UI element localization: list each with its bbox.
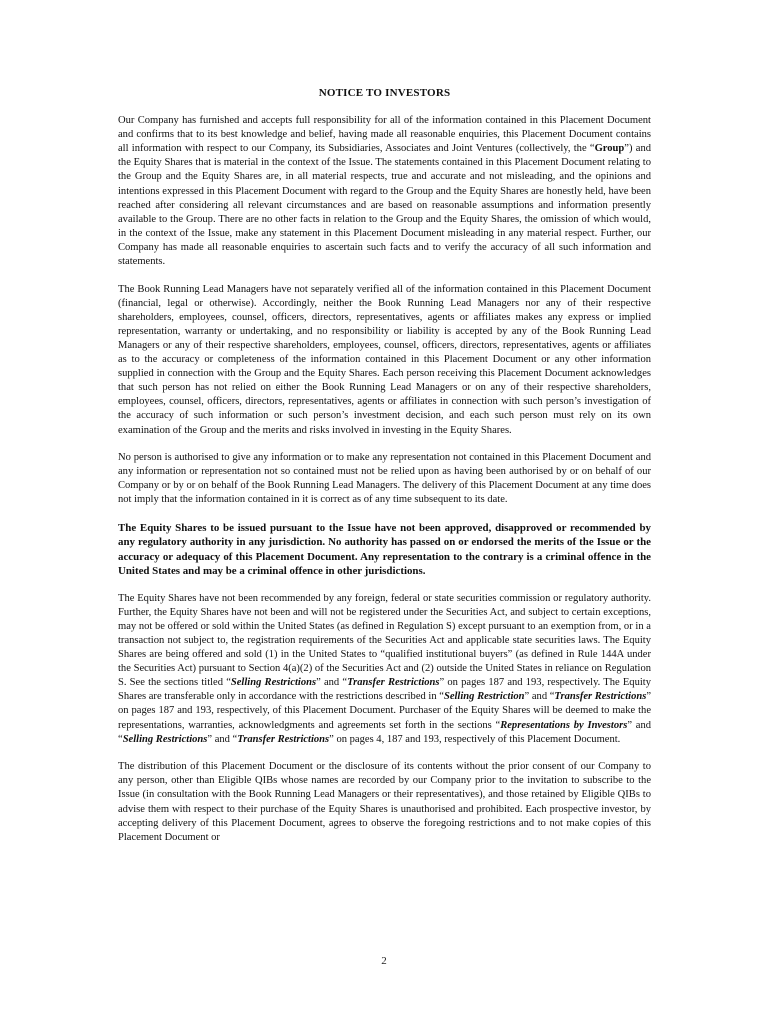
text-span: The Equity Shares have not been recommended by any foreign, federal or state securities commission or regulatory authority. Further, the Equity Shares have not been and will not be registered under the Securities Act, and subject to certain exceptions, may not be offered or sold within the United States (as defined in Regulation S) except pursuant to an exemption from, or in a transaction not subject to, the registration requirements of the Securities Act and applicable state securities laws. The Equity Shares are being offered and sold (1) in the United States to “qualified institutional buyers” (as defined in Rule 144A under the Securities Act) pursuant to Section 4(a)(2) of the Securities Act and (2) outside the United States in reliance on Regulation S. See the sections titled “ bbox=[118, 592, 651, 689]
document-page bbox=[118, 86, 651, 858]
paragraph-distribution: The distribution of this Placement Document or the disclosure of its contents without the prior consent of our Company to any person, other than Eligible QIBs whose names are recorded by our Company prior to the invitation to subscribe to the Issue (in consultation with the Book Running Lead Managers or their representatives), and those retained by Eligible QIBs to advise them with respect to their purchase of the Equity Shares is unauthorised and prohibited. Each prospective investor, by accepting delivery of this Placement Document, agrees to observe the foregoing restrictions and to not make copies of this Placement Document or bbox=[118, 761, 651, 843]
defined-term-group: Group bbox=[594, 143, 625, 155]
section-ref-selling-restrictions: Selling Restrictions bbox=[122, 733, 208, 745]
paragraph-responsibility bbox=[118, 114, 651, 269]
text-span: ” and “ bbox=[207, 733, 238, 745]
text-span: ”) and the Equity Shares that is material in the context of the Issue. The statements contained in this Placement Document relating to the Group and the Equity Shares are, in all material respects, true and accurate and not misleading, and the opinions and intentions expressed in this Placement Document with regard to the Group and the Equity Shares are honestly held, have been reached after considering all relevant circumstances and are based on reasonable assumptions and information presently available to the Group. There are no other facts in relation to the Group and the Equity Shares, the omission of which would, in the context of the Issue, make any statement in this Placement Document misleading in any material respect. Further, our Company has made all reasonable enquiries to ascertain such facts and to verify the accuracy of all such information and statements. bbox=[118, 143, 651, 268]
paragraph-no-authorisation: No person is authorised to give any information or to make any representation not contained in this Placement Document and any information or representation not so contained must not be relied upon as having been authorised by or on behalf of our Company or by or on behalf of the Book Running Lead Managers. The delivery of this Placement Document at any time does not imply that the information contained in it is correct as of any time subsequent to its date. bbox=[118, 452, 651, 506]
page-number: 2 bbox=[381, 955, 387, 967]
section-ref-selling-restriction: Selling Restriction bbox=[443, 691, 525, 703]
paragraph-lead-managers: The Book Running Lead Managers have not separately verified all of the information contained in this Placement Document (financial, legal or otherwise). Accordingly, neither the Book Running Lead Managers nor any of their respective shareholders, employees, counsel, officers, directors, representatives, agents or affiliates makes any express or implied representation, warranty or undertaking, and no responsibility or liability is accepted by any of the Book Running Lead Managers or any of their respective shareholders, employees, counsel, officers, directors, representatives, agents or affiliates as to the accuracy or completeness of the information contained in this Placement Document or any other information supplied in connection with the Group and the Equity Shares. Each person receiving this Placement Document acknowledges that such person has not relied on either the Book Running Lead Managers or on any of their respective shareholders, employees, counsel, officers, directors, representatives, agents or affiliates in connection with such person’s investigation of the accuracy of such information or such person’s investment decision, and each such person must rely on its own examination of the Group and the merits and risks involved in investing in the Equity Shares. bbox=[118, 283, 651, 436]
paragraph-regulatory-warning: The Equity Shares to be issued pursuant to the Issue have not been approved, disapproved or recommended by any regulatory authority in any jurisdiction. No authority has passed on or endorsed the merits of the Issue or the accuracy or adequacy of this Placement Document. Any representation to the contrary is a criminal offence in the United States and may be a criminal offence in other jurisdictions. bbox=[118, 522, 651, 577]
text-span: ” on pages 187 and 193, respectively. The Equity Shares are transferable only in accordance with the restrictions described in “ bbox=[118, 677, 651, 703]
text-span: ” and “ bbox=[118, 719, 652, 745]
text-span: ” on pages 4, 187 and 193, respectively of this Placement Document. bbox=[329, 733, 621, 745]
section-ref-transfer-restrictions: Transfer Restrictions bbox=[554, 691, 647, 703]
section-ref-representations-by-investors: Representations by Investors bbox=[500, 719, 628, 731]
text-span: Our Company has furnished and accepts full responsibility for all of the information contained in this Placement Document and confirms that to its best knowledge and belief, having made all reasonable enquiries, this Placement Document contains all information with respect to our Company, its Subsidiaries, Associates and Joint Ventures (collectively, the “ bbox=[118, 115, 651, 155]
section-ref-transfer-restrictions: Transfer Restrictions bbox=[237, 733, 330, 745]
page-title: NOTICE TO INVESTORS bbox=[318, 87, 451, 99]
text-span: ” and “ bbox=[316, 677, 348, 689]
text-span: ” and “ bbox=[524, 691, 555, 703]
section-ref-transfer-restrictions: Transfer Restrictions bbox=[347, 677, 440, 689]
text-span: ” on pages 187 and 193, respectively, of this Placement Document. Purchaser of the Equity Shares will be deemed to make the representations, warranties, acknowledgments and agreements set forth in the sections “ bbox=[118, 691, 652, 731]
paragraph-securities-act bbox=[118, 592, 651, 747]
section-ref-selling-restrictions: Selling Restrictions bbox=[230, 677, 317, 689]
